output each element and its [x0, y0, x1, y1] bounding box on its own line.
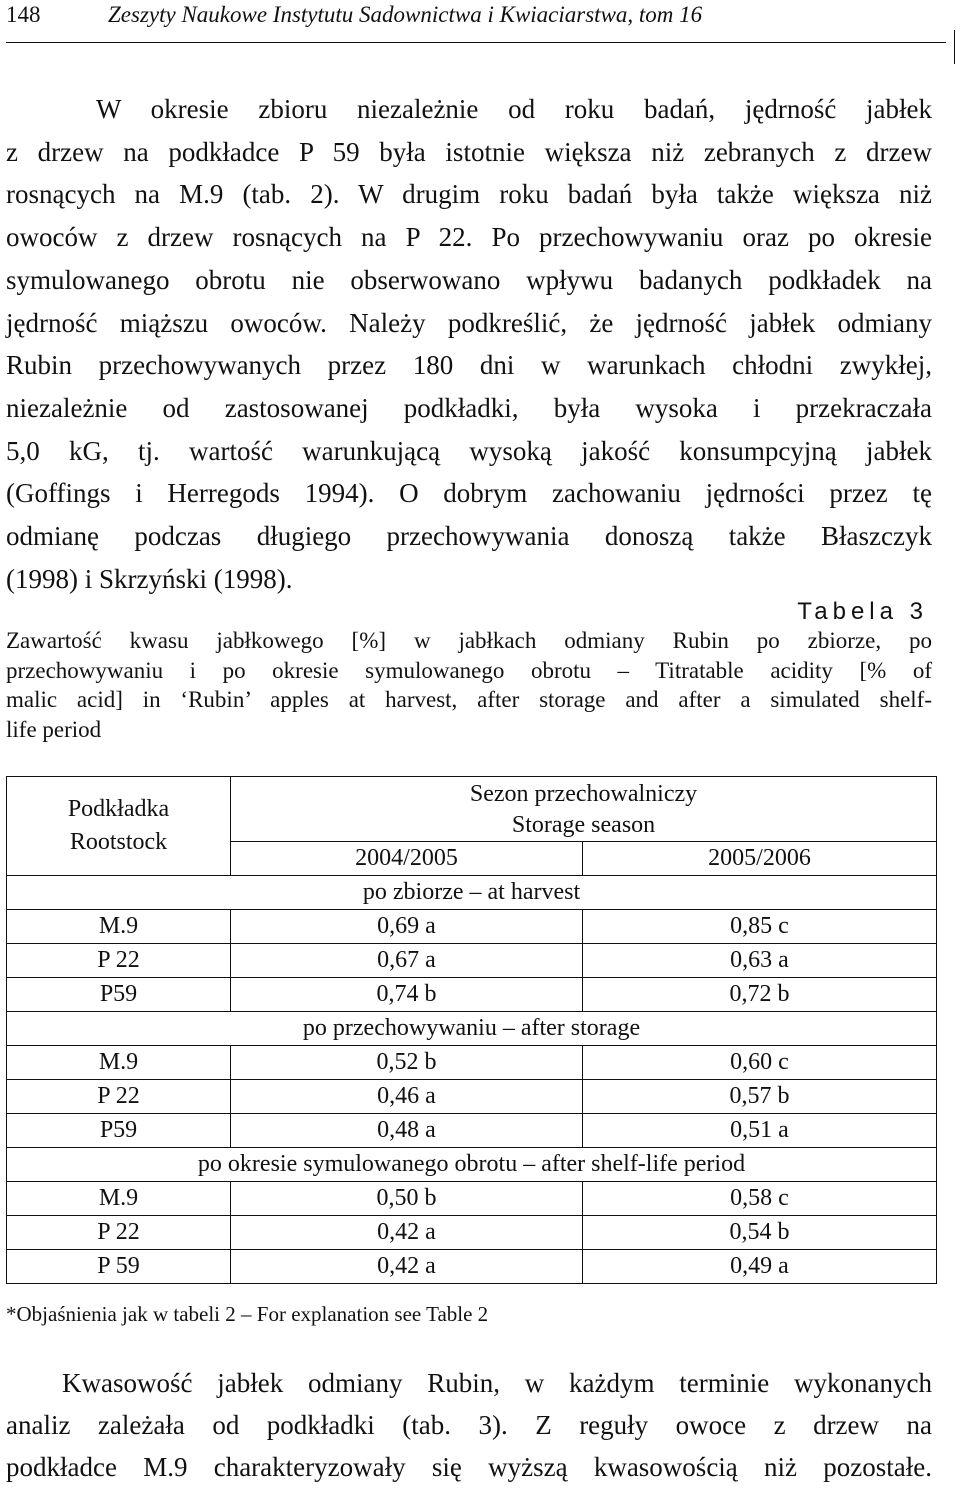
section-row [7, 1012, 937, 1046]
table-row [7, 910, 937, 944]
table-row [7, 1114, 937, 1148]
section-row [7, 876, 937, 910]
year-header: 2005/2006 [583, 842, 937, 876]
table-caption [6, 626, 932, 744]
paragraph-line: rosnących na M.9 (tab. 2). W drugim roku badań była także większa niż [6, 179, 932, 210]
paragraph-line: Kwasowość jabłek odmiany Rubin, w każdym terminie wykonanych [62, 1368, 932, 1398]
table-row [7, 944, 937, 978]
section-row [7, 1148, 937, 1182]
value-cell: 0,67 a [231, 944, 583, 978]
rootstock-cell: P59 [7, 1114, 231, 1148]
value-cell: 0,58 c [583, 1182, 937, 1216]
caption-line: Zawartość kwasu jabłkowego [%] w jabłkach odmiany Rubin po zbiorze, po [6, 628, 932, 653]
value-cell: 0,72 b [583, 978, 937, 1012]
rootstock-cell: P 22 [7, 1080, 231, 1114]
section-title: po okresie symulowanego obrotu – after shelf-life period [7, 1148, 937, 1182]
rootstock-header-pl: Podkładka [67, 796, 170, 822]
value-cell: 0,42 a [231, 1250, 583, 1284]
paragraph-line: (1998) i Skrzyński (1998). [6, 563, 293, 594]
value-cell: 0,50 b [231, 1182, 583, 1216]
value-cell: 0,54 b [583, 1216, 937, 1250]
rootstock-header [7, 777, 231, 876]
paragraph-line: analiz zależała od podkładki (tab. 3). Z reguły owoce z drzew na [6, 1410, 932, 1440]
value-cell: 0,48 a [231, 1114, 583, 1148]
rootstock-cell: P 22 [7, 944, 231, 978]
paragraph-line: Rubin przechowywanych przez 180 dni w warunkach chłodni zwykłej, [6, 350, 932, 381]
paragraph-line: (Goffings i Herregods 1994). O dobrym zachowaniu jędrności przez tę [6, 478, 932, 509]
rootstock-cell: M.9 [7, 1046, 231, 1080]
year-header: 2004/2005 [231, 842, 583, 876]
value-cell: 0,69 a [231, 910, 583, 944]
caption-line: malic acid] in ‘Rubin’ apples at harvest, after storage and after a simulated shelf- [6, 687, 932, 712]
season-header-en: Storage season [511, 812, 656, 838]
season-header-pl: Sezon przechowalniczy [469, 781, 698, 807]
paragraph-line: podkładce M.9 charakteryzowały się wyższą kwasowością niż pozostałe. [6, 1452, 932, 1482]
paragraph-line: owoców z drzew rosnących na P 22. Po przechowywaniu oraz po okresie [6, 222, 932, 253]
value-cell: 0,42 a [231, 1216, 583, 1250]
value-cell: 0,52 b [231, 1046, 583, 1080]
caption-line: przechowywaniu i po okresie symulowanego obrotu – Titratable acidity [% of [6, 657, 932, 683]
value-cell: 0,60 c [583, 1046, 937, 1080]
paragraph-line: 5,0 kG, tj. wartość warunkującą wysoką jakość konsumpcyjną jabłek [6, 435, 932, 466]
page-header [0, 0, 960, 44]
acidity-table [6, 776, 937, 1284]
caption-line: life period [6, 716, 102, 742]
rootstock-cell: M.9 [7, 910, 231, 944]
edge-mark [954, 30, 955, 64]
header-rule [6, 42, 946, 43]
section-title: po zbiorze – at harvest [7, 876, 937, 910]
value-cell: 0,74 b [231, 978, 583, 1012]
table-row [7, 1182, 937, 1216]
journal-title: Zeszyty Naukowe Instytutu Sadownictwa i Kwiaciarstwa, tom 16 [108, 2, 703, 27]
paragraph-line: W okresie zbioru niezależnie od roku badań, jędrność jabłek [96, 94, 932, 124]
page-number: 148 [6, 2, 41, 27]
value-cell: 0,46 a [231, 1080, 583, 1114]
table-row [7, 1080, 937, 1114]
value-cell: 0,57 b [583, 1080, 937, 1114]
section-title: po przechowywaniu – after storage [7, 1012, 937, 1046]
table-row [7, 1250, 937, 1284]
paragraph-line: symulowanego obrotu nie obserwowano wpływu badanych podkładek na [6, 264, 932, 295]
value-cell: 0,49 a [583, 1250, 937, 1284]
table-row [7, 978, 937, 1012]
value-cell: 0,85 c [583, 910, 937, 944]
rootstock-cell: P 59 [7, 1250, 231, 1284]
paragraph-line: niezależnie od zastosowanej podkładki, była wysoka i przekraczała [6, 392, 932, 423]
paragraph-line: jędrność miąższu owoców. Należy podkreślić, że jędrność jabłek odmiany [6, 307, 932, 338]
rootstock-cell: M.9 [7, 1182, 231, 1216]
table-row [7, 1046, 937, 1080]
rootstock-header-en: Rootstock [69, 829, 168, 855]
table-label: Tabela 3 [797, 598, 928, 625]
season-header [231, 777, 937, 842]
rootstock-cell: P 22 [7, 1216, 231, 1250]
rootstock-cell: P59 [7, 978, 231, 1012]
paragraph-1 [6, 88, 932, 600]
value-cell: 0,51 a [583, 1114, 937, 1148]
value-cell: 0,63 a [583, 944, 937, 978]
paragraph-line: odmianę podczas długiego przechowywania donoszą także Błaszczyk [6, 521, 932, 552]
paragraph-line: z drzew na podkładce P 59 była istotnie większa niż zebranych z drzew [6, 136, 932, 167]
table-row [7, 1216, 937, 1250]
table-footnote: *Objaśnienia jak w tabeli 2 – For explanation see Table 2 [6, 1302, 489, 1326]
paragraph-2 [6, 1362, 932, 1488]
